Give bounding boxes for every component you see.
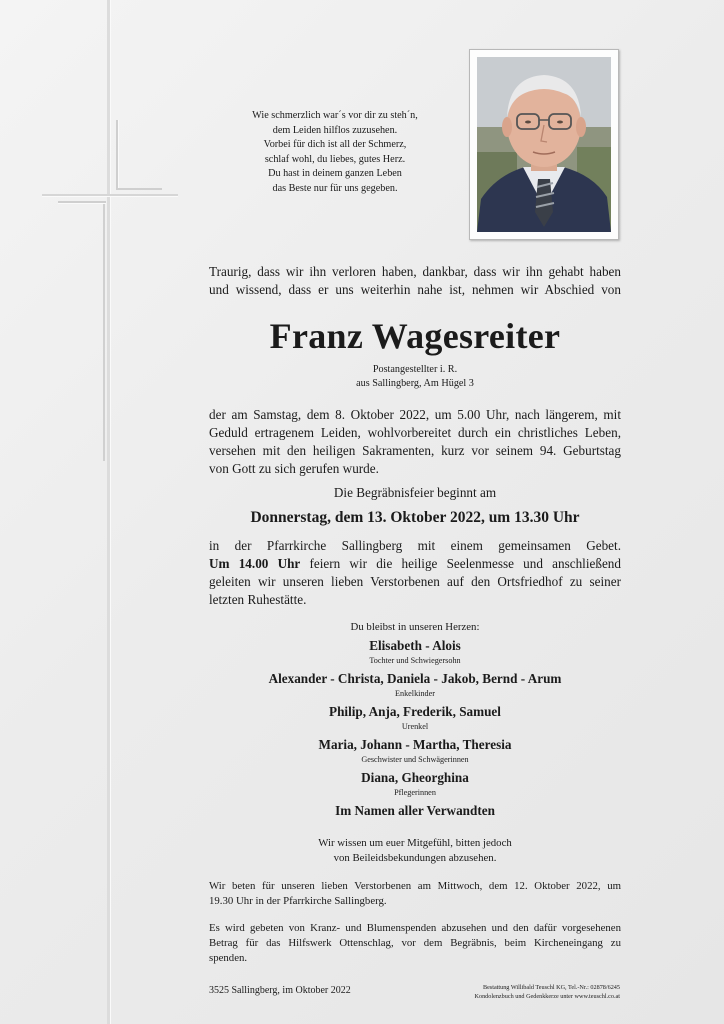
poem-line: Du hast in deinem ganzen Leben <box>268 168 402 180</box>
family-heading: Du bleibst in unseren Herzen: <box>350 621 480 633</box>
prayer-line: Wir beten für unseren lieben Verstorbenen am Mittwoch, dem 12. Oktober 2022, um <box>209 880 621 892</box>
family-names: Philip, Anja, Frederik, Samuel <box>329 704 501 719</box>
cross-vertical-shadow <box>103 201 105 461</box>
condolence-line: Wir wissen um euer Mitgefühl, bitten jedoch <box>318 837 512 849</box>
donation-line: Betrag für das Hilfswerk Ottenschlag, vor dem Begräbnis, beim Kircheneingang zu <box>209 937 621 949</box>
prayer-line: 19.30 Uhr in der Pfarrkirche Sallingberg. <box>209 895 387 907</box>
place-date: 3525 Sallingberg, im Oktober 2022 <box>209 985 351 996</box>
funeral-intro: Die Begräbnisfeier beginnt am <box>333 485 497 500</box>
death-notice-line: von Gott zu sich gerufen wurde. <box>209 461 379 476</box>
mass-time: Um 14.00 Uhr <box>209 556 301 571</box>
cross-horizontal-accent <box>58 201 106 203</box>
cross-vertical-accent <box>116 120 118 190</box>
condolence-website: Kondolenzbuch und Gedenkkerze unter www.teuschl.co.at <box>474 993 620 1000</box>
funeral-line: letzten Ruhestätte. <box>209 592 307 607</box>
deceased-residence: aus Sallingberg, Am Hügel 3 <box>356 378 474 389</box>
cross-vertical-line <box>107 0 110 1024</box>
condolence-note <box>209 836 621 866</box>
funeral-line: in der Pfarrkirche Sallingberg mit einem gemeinsamen Gebet. <box>209 538 621 553</box>
family-names: Maria, Johann - Martha, Theresia <box>318 737 512 752</box>
poem-line: dem Leiden hilflos zuzusehen. <box>272 124 398 136</box>
family-names: Elisabeth - Alois <box>369 638 461 653</box>
portrait-photo <box>477 57 611 232</box>
portrait-illustration <box>477 57 611 232</box>
deceased-name: Franz Wagesreiter <box>269 316 561 356</box>
cross-horizontal-line <box>42 194 178 196</box>
poem-line: Vorbei für dich ist all der Schmerz, <box>263 139 407 151</box>
prayer-note <box>209 879 621 909</box>
funeral-date: Donnerstag, dem 13. Oktober 2022, um 13.30 Uhr <box>250 509 580 526</box>
death-notice-line: der am Samstag, dem 8. Oktober 2022, um 5.00 Uhr, nach längerem, mit <box>209 407 621 422</box>
funeral-line <box>209 555 621 573</box>
family-closing: Im Namen aller Verwandten <box>335 803 495 818</box>
poem-line: das Beste nur für uns gegeben. <box>272 182 398 194</box>
death-notice-line: versehen mit den heiligen Sakramenten, kurz vor seinem 94. Geburtstag <box>209 443 621 458</box>
funeral-line-rest: feiern wir die heilige Seelenmesse und anschließend <box>300 556 621 571</box>
condolence-line: von Beileidsbekundungen abzusehen. <box>333 852 497 864</box>
family-names: Diana, Gheorghina <box>361 770 469 785</box>
funeral-line: geleiten wir unseren lieben Verstorbenen auf den Ortsfriedhof zu seiner <box>209 574 621 589</box>
intro-line: Traurig, dass wir ihn verloren haben, dankbar, dass wir ihn gehabt haben <box>209 264 621 279</box>
death-notice-line: Geduld ertragenem Leiden, wohlvorbereitet durch ein christliches Leben, <box>209 425 621 440</box>
cross-horizontal-shadow <box>118 188 162 190</box>
undertaker-info <box>430 983 620 1001</box>
portrait-frame <box>469 49 619 240</box>
poem-line: Wie schmerzlich war´s vor dir zu steh´n, <box>252 110 418 121</box>
undertaker-contact: Bestattung Willibald Teuschl KG, Tel.-Nr.: 02878/6245 <box>482 984 620 991</box>
family-names: Alexander - Christa, Daniela - Jakob, Bernd - Arum <box>268 671 562 686</box>
family-relation: Pflegerinnen <box>394 788 436 797</box>
intro-line: und wissend, dass er uns weiterhin nahe ist, nehmen wir Abschied von <box>209 282 621 297</box>
donation-note <box>209 921 621 966</box>
family-relation: Geschwister und Schwägerinnen <box>361 755 469 764</box>
poem-line: schlaf wohl, du liebes, gutes Herz. <box>264 153 406 165</box>
family-relation: Enkelkinder <box>394 689 435 698</box>
family-relation: Tochter und Schwiegersohn <box>369 656 461 665</box>
death-notice <box>209 406 621 478</box>
poem <box>225 109 445 197</box>
deceased-occupation: Postangestellter i. R. <box>372 364 458 375</box>
family-relation: Urenkel <box>401 722 429 731</box>
funeral-details <box>209 537 621 609</box>
intro-text <box>209 263 621 299</box>
donation-line: Es wird gebeten von Kranz- und Blumenspenden abzusehen und den dafür vorgesehenen <box>209 922 621 934</box>
donation-line: spenden. <box>209 952 248 964</box>
